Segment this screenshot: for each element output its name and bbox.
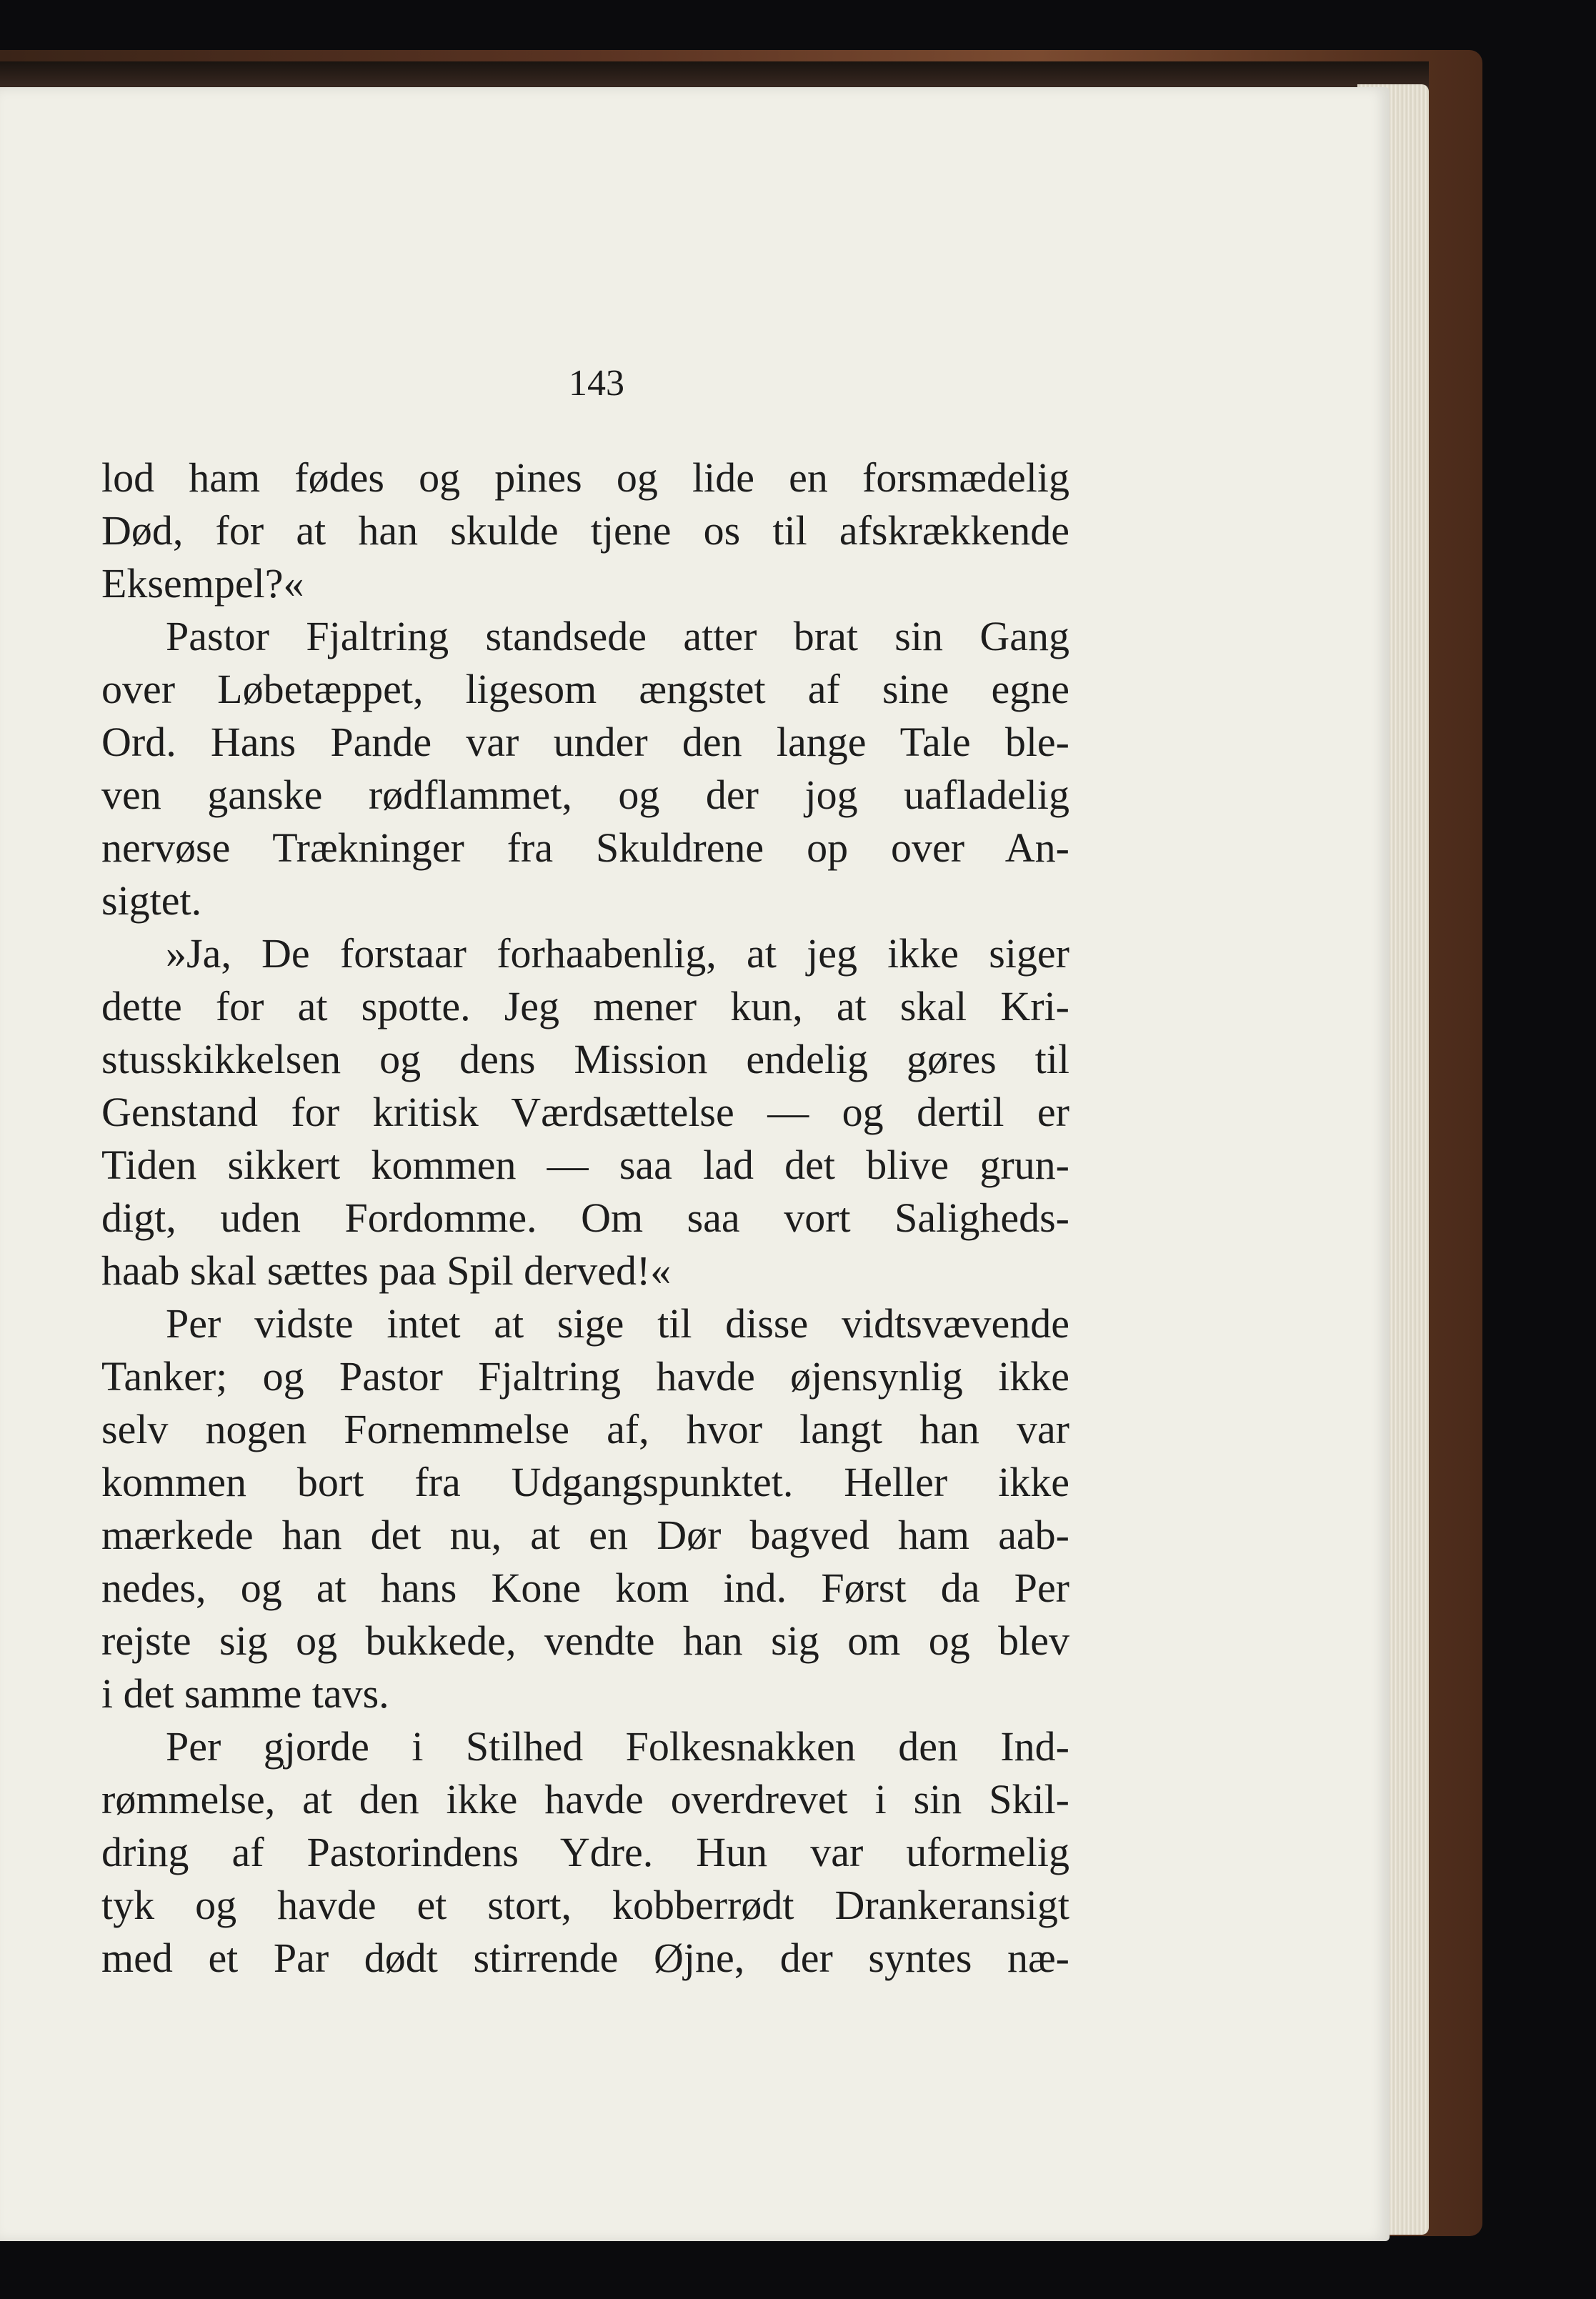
text-line: sigtet. xyxy=(101,877,202,924)
text-line: haab skal sættes paa Spil derved!« xyxy=(101,1247,672,1294)
text-line: Ord. Hans Pande var under den lange Tale ble- xyxy=(101,719,1069,765)
book-page xyxy=(0,87,1390,2241)
text-line: Tanker; og Pastor Fjaltring havde øjensynlig ikke xyxy=(101,1353,1069,1400)
text-line: med et Par dødt stirrende Øjne, der syntes næ- xyxy=(101,1935,1069,1981)
body-text xyxy=(101,452,1069,1985)
page-number: 143 xyxy=(569,363,624,404)
text-line: »Ja, De forstaar forhaabenlig, at jeg ikke siger xyxy=(166,930,1069,977)
text-line: Genstand for kritisk Værdsættelse — og dertil er xyxy=(101,1089,1069,1135)
text-line: mærkede han det nu, at en Dør bagved ham aab- xyxy=(101,1512,1069,1558)
text-line: Tiden sikkert kommen — saa lad det blive grun- xyxy=(101,1142,1069,1188)
text-line: i det samme tavs. xyxy=(101,1670,389,1717)
text-line: kommen bort fra Udgangspunktet. Heller ikke xyxy=(101,1459,1069,1505)
text-line: rejste sig og bukkede, vendte han sig om og blev xyxy=(101,1617,1069,1664)
text-line: tyk og havde et stort, kobberrødt Drankeransigt xyxy=(101,1882,1069,1928)
text-line: selv nogen Fornemmelse af, hvor langt han var xyxy=(101,1406,1069,1452)
text-line: lod ham fødes og pines og lide en forsmædelig xyxy=(101,454,1069,501)
text-line: nedes, og at hans Kone kom ind. Først da Per xyxy=(101,1565,1069,1611)
text-line: digt, uden Fordomme. Om saa vort Saligheds- xyxy=(101,1195,1069,1241)
text-line: over Løbetæppet, ligesom ængstet af sine egne xyxy=(101,666,1069,712)
text-line: Per vidste intet at sige til disse vidtsvævende xyxy=(166,1300,1069,1347)
text-line: dring af Pastorindens Ydre. Hun var uformelig xyxy=(101,1829,1069,1875)
text-line: ven ganske rødflammet, og der jog uafladelig xyxy=(101,772,1069,818)
text-line: Pastor Fjaltring standsede atter brat sin Gang xyxy=(166,613,1069,659)
text-line: stusskikkelsen og dens Mission endelig gøres til xyxy=(101,1036,1069,1082)
text-line: rømmelse, at den ikke havde overdrevet i sin Skil- xyxy=(101,1776,1069,1822)
book-cover-top-edge xyxy=(0,61,1429,90)
text-line: Død, for at han skulde tjene os til afskrækkende xyxy=(101,507,1069,554)
text-line: dette for at spotte. Jeg mener kun, at skal Kri- xyxy=(101,983,1069,1029)
text-line: Per gjorde i Stilhed Folkesnakken den Ind- xyxy=(166,1723,1069,1770)
text-line: nervøse Trækninger fra Skuldrene op over An- xyxy=(101,824,1069,871)
text-line: Eksempel?« xyxy=(101,560,304,607)
